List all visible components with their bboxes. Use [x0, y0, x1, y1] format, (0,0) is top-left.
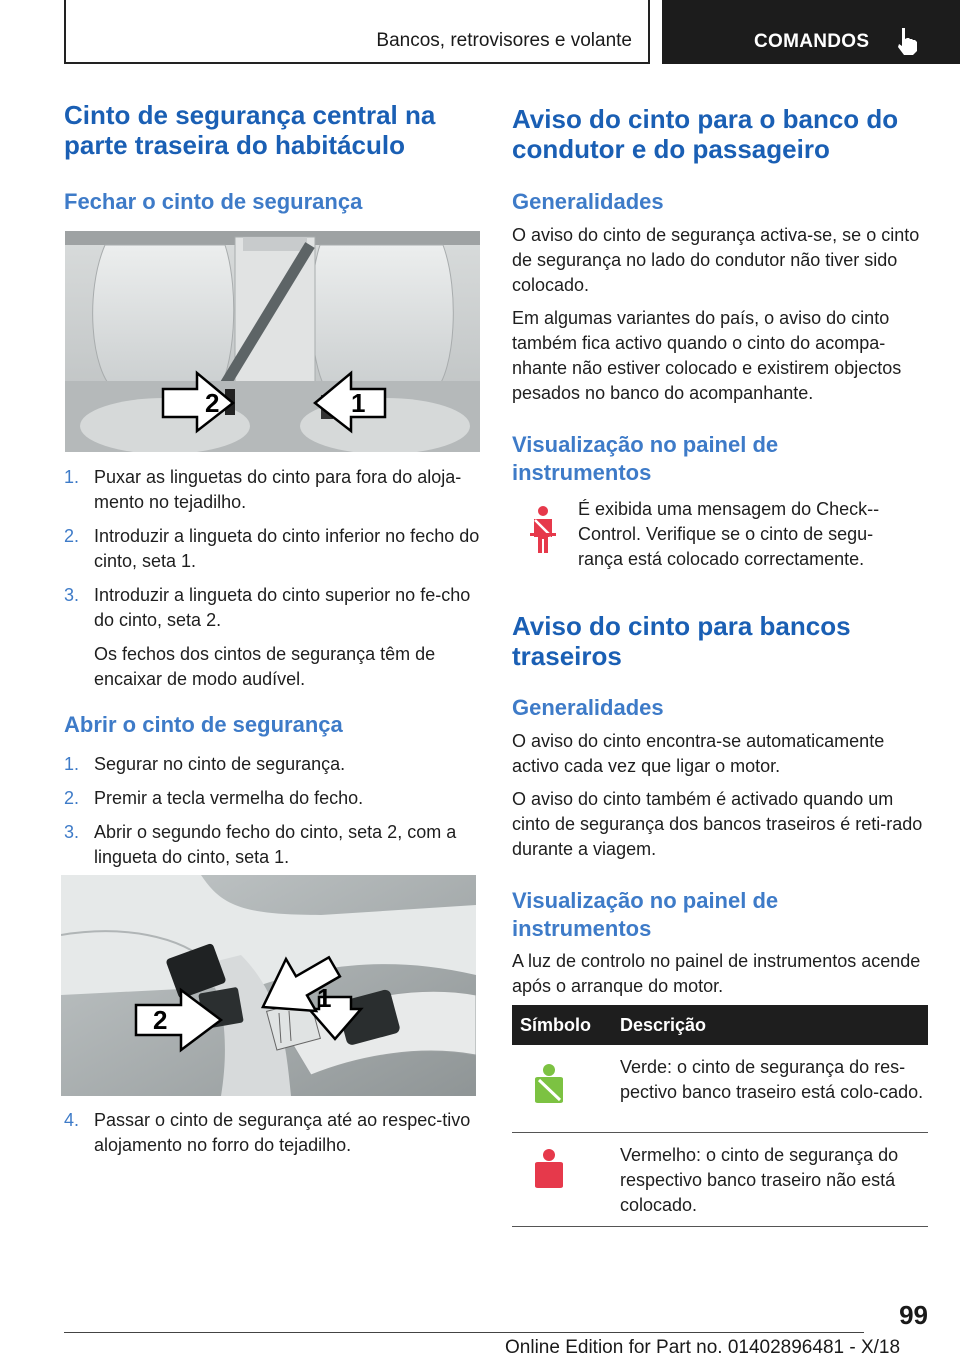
- step-number: 2.: [64, 526, 80, 546]
- section-heading-center-belt: Cinto de segurança central na parte traseira do habitáculo: [64, 100, 436, 160]
- green-belted-passenger-icon: [512, 1045, 612, 1125]
- list-item: [64, 524, 480, 574]
- column-header-description: Descrição: [620, 1005, 928, 1045]
- step-text: Segurar no cinto de segurança.: [94, 754, 346, 774]
- section-title: Bancos, retrovisores e volante: [376, 30, 632, 51]
- table-row: [512, 1045, 928, 1133]
- table-cell-symbol: [512, 1045, 620, 1133]
- list-item: [64, 786, 480, 811]
- paragraph-general-2a: O aviso do cinto encontra-se automaticamente activo cada vez que ligar o motor.: [512, 731, 885, 776]
- section-heading-rear-belt-warning: Aviso do cinto para bancos traseiros: [512, 611, 851, 671]
- step-text: Introduzir a lingueta do cinto inferior no fecho do cinto, seta 1.: [94, 526, 480, 571]
- photo-rear-seat-belt: [65, 231, 480, 452]
- subheading-general-1: Generalidades: [512, 189, 664, 214]
- list-item: [64, 1108, 480, 1158]
- table-cell-description: Vermelho: o cinto de segurança do respectivo banco traseiro não está colocado.: [620, 1133, 928, 1227]
- paragraph-general-1b: Em algumas variantes do país, o aviso do cinto também fica activo quando o cinto do acompa-nhante não estiver colocado e existirem objectos pesados no banco do acompanhante.: [512, 308, 902, 403]
- subheading-fasten: Fechar o cinto de segurança: [64, 189, 363, 214]
- section-heading-front-belt-warning: Aviso do cinto para o banco do condutor e do passageiro: [512, 104, 899, 164]
- step-note: Os fechos dos cintos de segurança têm de encaixar de modo audível.: [94, 644, 436, 689]
- subheading-unfasten: Abrir o cinto de segurança: [64, 712, 343, 737]
- seatbelt-warning-icon: [528, 505, 558, 555]
- photo2-label-2: 2: [153, 1005, 168, 1035]
- step-text: Introduzir a lingueta do cinto superior no fe-cho do cinto, seta 2.: [94, 585, 471, 630]
- subheading-display-1: Visualização no painel de instrumentos: [512, 432, 779, 485]
- table-header-row: [512, 1005, 928, 1045]
- chapter-title: COMANDOS: [754, 31, 870, 52]
- list-item: [64, 465, 480, 515]
- symbol-table: [512, 1005, 928, 1227]
- step-text: Premir a tecla vermelha do fecho.: [94, 788, 364, 808]
- header-frame: [64, 0, 650, 64]
- display-1-text: É exibida uma mensagem do Check--Control. Verifique se o cinto de segu-rança está colocado correctamente.: [578, 499, 880, 569]
- step-number: 1.: [64, 754, 80, 774]
- edition-note: Online Edition for Part no. 01402896481 - X/18: [505, 1337, 901, 1358]
- red-unbelted-passenger-icon: [512, 1133, 612, 1213]
- fasten-steps-list: [64, 465, 480, 692]
- column-header-symbol: Símbolo: [512, 1005, 620, 1045]
- paragraph-general-2b: O aviso do cinto também é activado quando um cinto de segurança dos bancos traseiros é reti-rado durante a viagem.: [512, 789, 923, 859]
- table-cell-symbol: [512, 1133, 620, 1227]
- unfasten-steps-list: [64, 752, 480, 870]
- display-2-text: A luz de controlo no painel de instrumentos acende após o arranque do motor.: [512, 951, 921, 996]
- table-row: [512, 1133, 928, 1227]
- step-text: Passar o cinto de segurança até ao respec-tivo alojamento no forro do tejadilho.: [94, 1110, 471, 1155]
- list-item: [64, 820, 480, 870]
- photo1-label-2: 2: [205, 388, 220, 418]
- table-cell-description: Verde: o cinto de segurança do res-pectivo banco traseiro está colo-cado.: [620, 1045, 928, 1133]
- subheading-general-2: Generalidades: [512, 695, 664, 720]
- step-number: 1.: [64, 467, 80, 487]
- pointing-hand-icon: [895, 26, 921, 56]
- step-text: Puxar as linguetas do cinto para fora do aloja-mento no tejadilho.: [94, 467, 462, 512]
- list-item: [64, 752, 480, 777]
- step-number: 3.: [64, 822, 80, 842]
- page-number: 99: [899, 1300, 928, 1330]
- step-number: 2.: [64, 788, 80, 808]
- paragraph-general-1a: O aviso do cinto de segurança activa-se, se o cinto de segurança no lado do condutor não tiver sido colocado.: [512, 225, 920, 295]
- step-number: 3.: [64, 585, 80, 605]
- list-item: [64, 583, 480, 692]
- photo1-label-1: 1: [351, 388, 366, 418]
- step-number: 4.: [64, 1110, 80, 1130]
- photo2-label-1: 1: [317, 983, 332, 1013]
- final-step-list: [64, 1108, 480, 1158]
- footer-divider: [64, 1332, 864, 1333]
- photo-belt-buckle: [61, 875, 476, 1096]
- step-text: Abrir o segundo fecho do cinto, seta 2, com a lingueta do cinto, seta 1.: [94, 822, 457, 867]
- left-column: [64, 100, 480, 216]
- subheading-display-2: Visualização no painel de instrumentos: [512, 888, 779, 941]
